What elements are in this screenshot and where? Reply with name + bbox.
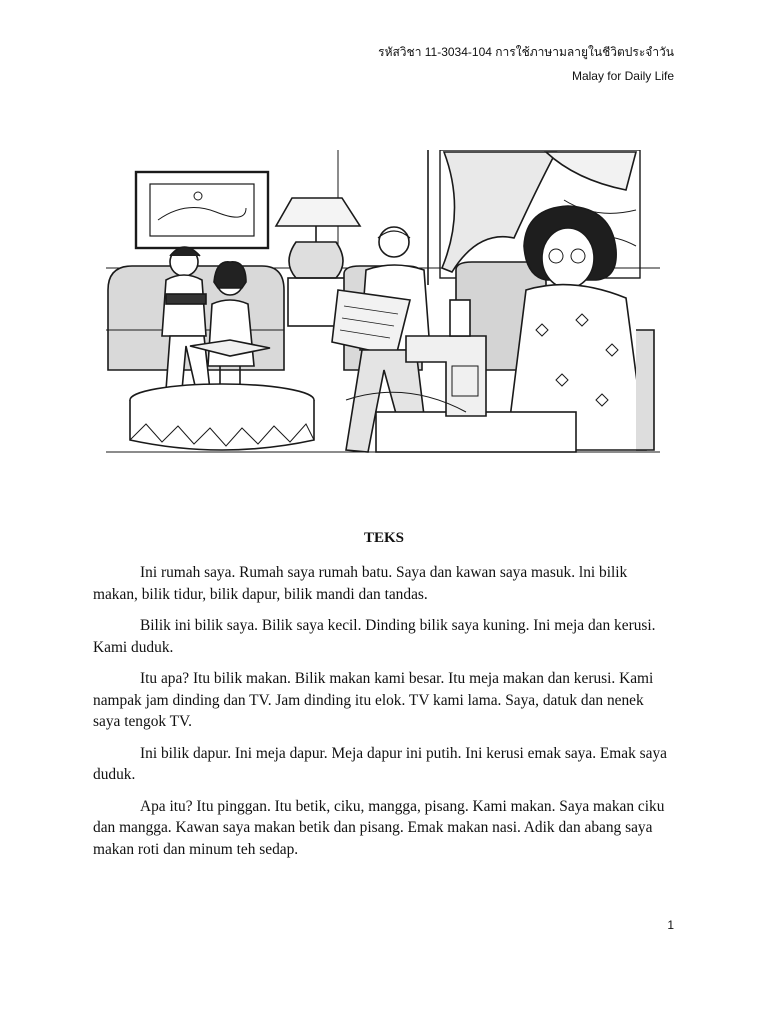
reading-text xyxy=(93,562,668,870)
section-title: TEKS xyxy=(363,530,405,546)
chair xyxy=(636,330,654,450)
page-header xyxy=(378,40,674,88)
family-living-room-illustration xyxy=(106,150,660,462)
paragraph: Itu apa? Itu bilik makan. Bilik makan kami besar. Itu meja makan dan kerusi. Kami nampak jam dinding dan TV. Jam dinding itu elok. TV kami lama. Saya, datuk dan nenek saya tengok TV. xyxy=(93,670,654,730)
page-number: 1 xyxy=(667,918,674,932)
course-code-line: รหัสวิชา 11-3034-104 การใช้ภาษามลายูในชีวิตประจำวัน xyxy=(378,45,674,59)
paragraph: Apa itu? Itu pinggan. Itu betik, ciku, mangga, pisang. Kami makan. Saya makan ciku dan mangga. Kawan saya makan betik dan pisang. Emak makan nasi. Adik dan abang saya makan roti dan minum teh sedap. xyxy=(93,797,665,858)
paragraph: Bilik ini bilik saya. Bilik saya kecil. Dinding bilik saya kuning. Ini meja dan kerusi. Kami duduk. xyxy=(93,617,656,656)
course-subtitle: Malay for Daily Life xyxy=(571,69,674,83)
paragraph: Ini rumah saya. Rumah saya rumah batu. Saya dan kawan saya masuk. lni bilik makan, bilik tidur, bilik dapur, bilik mandi dan tandas. xyxy=(93,564,628,603)
wall-picture-frame xyxy=(136,172,268,248)
paragraph: Ini bilik dapur. Ini meja dapur. Meja dapur ini putih. Ini kerusi emak saya. Emak saya duduk. xyxy=(93,744,667,783)
coffee-table xyxy=(130,384,314,450)
